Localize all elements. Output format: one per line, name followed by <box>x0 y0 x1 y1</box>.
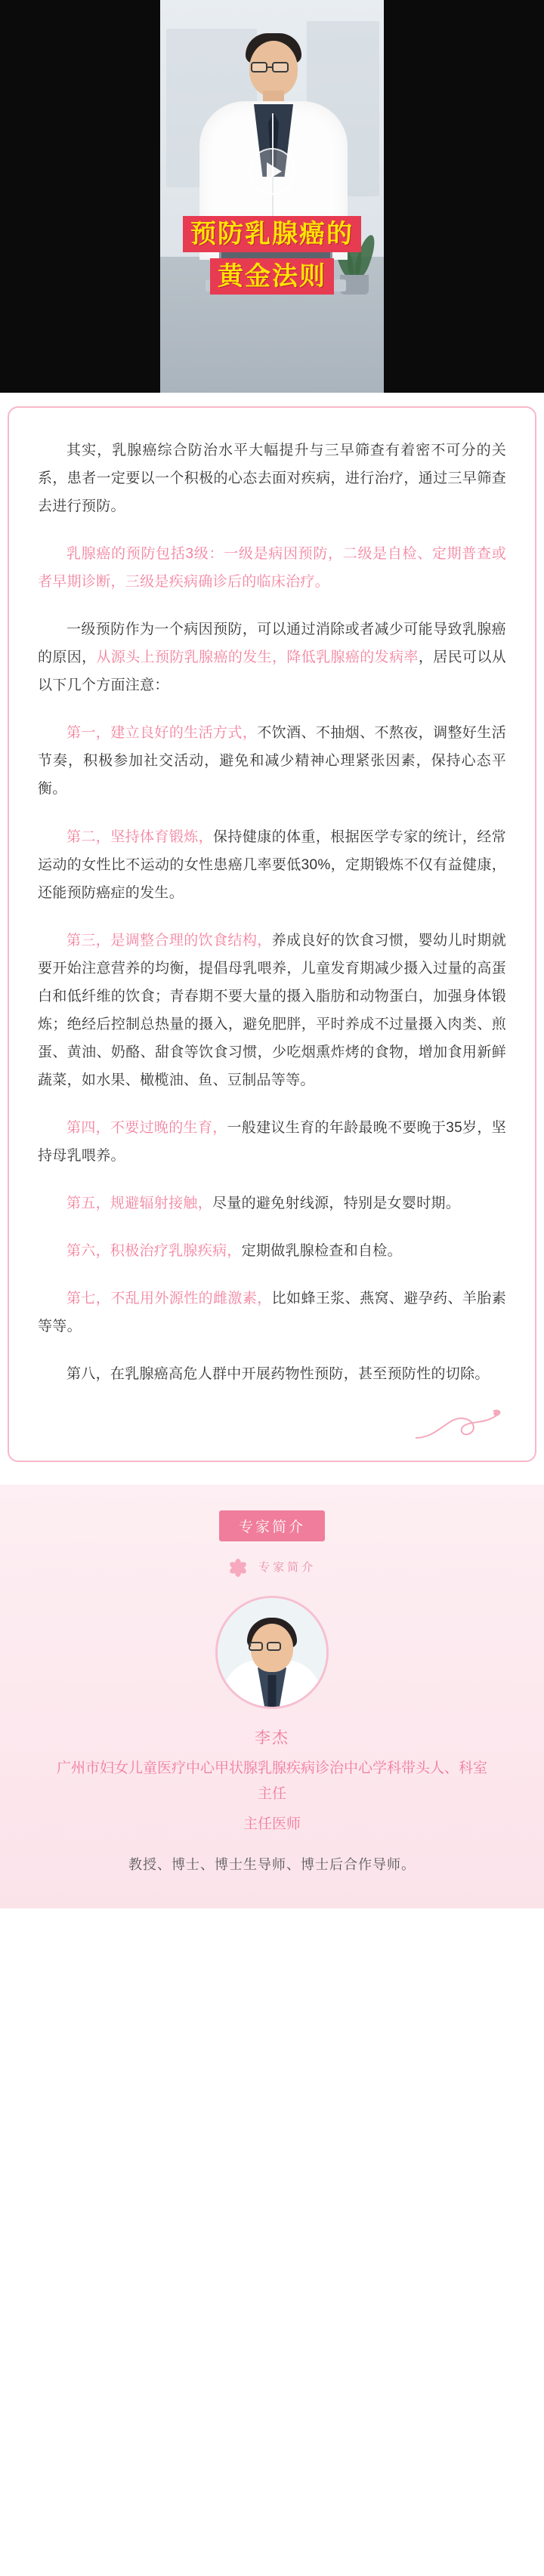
body-text: 养成良好的饮食习惯，婴幼儿时期就要开始注意营养的均衡，提倡母乳喂养，儿童发育期减少摄入过量的高蛋白和低纤维的饮食；青春期不要大量的摄入脂肪和动物蛋白，加强身体锻炼；绝经后控制总热量的摄入，避免肥胖，平时养成不过量摄入肉类、煎蛋、黄油、奶酪、甜食等饮食习惯，少吃烟熏炸烤的食物，增加食用新鲜蔬菜，如水果、橄榄油、鱼、豆制品等等。 <box>38 932 507 1088</box>
highlighted-text: 第六，积极治疗乳腺疾病， <box>66 1243 242 1260</box>
body-text: 定期做乳腺检查和自检。 <box>241 1243 402 1260</box>
glasses-bridge <box>267 66 274 68</box>
article-paragraph <box>38 1189 506 1217</box>
highlighted-text: 第三，是调整合理的饮食结构， <box>66 932 272 949</box>
ribbon-decoration <box>414 1408 505 1442</box>
article-paragraph <box>38 927 506 1094</box>
article-paragraph <box>38 823 506 907</box>
article-paragraph <box>38 719 506 803</box>
article-body <box>8 406 536 1462</box>
play-icon[interactable] <box>249 148 295 195</box>
highlighted-text: 第五，规避辐射接触， <box>66 1195 213 1212</box>
expert-profile-section <box>0 1485 544 1908</box>
highlighted-text: 第四，不要过晚的生育， <box>66 1119 227 1136</box>
glasses-right-icon <box>272 62 289 72</box>
body-text: 第八，在乳腺癌高危人群中开展药物性预防，甚至预防性的切除。 <box>66 1366 490 1383</box>
expert-description: 教授、博士、博士生导师、博士后合作导师。 <box>128 1856 416 1872</box>
body-text: 比如蜂王浆、燕窝、避孕药、羊胎素等等。 <box>38 1291 507 1335</box>
avatar-glasses-right-icon <box>267 1642 281 1651</box>
highlighted-text: 第一，建立良好的生活方式， <box>66 725 258 742</box>
article-paragraph <box>38 1114 506 1170</box>
expert-subtitle-text: 专家简介 <box>258 1561 317 1575</box>
body-text: 一级预防作为一个病因预防，可以通过消除或者减少可能导致乳腺癌的原因， <box>38 622 506 666</box>
highlighted-text: 从源头上预防乳腺癌的发生，降低乳腺癌的发病率 <box>96 649 419 666</box>
body-text: ，居民可以从以下几个方面注意： <box>38 649 506 694</box>
article-paragraph <box>38 540 506 596</box>
video-title-line2: 黄金法则 <box>210 258 334 295</box>
paragraph-list <box>38 437 506 1388</box>
highlighted-text: 乳腺癌的预防包括3级：一级是病因预防，二级是自检、定期普查或者早期诊断，三级是疾病确诊后的临床治疗。 <box>38 546 506 591</box>
video-player[interactable] <box>0 0 544 393</box>
article-paragraph <box>38 1237 506 1265</box>
body-text: 尽量的避免射线源，特别是女婴时期。 <box>212 1195 461 1212</box>
body-text: 一般建议生育的年龄最晚不要晚于35岁，坚持母乳喂养。 <box>38 1119 506 1164</box>
video-thumbnail <box>160 0 384 393</box>
highlighted-text: 第二，坚持体育锻炼， <box>66 828 214 845</box>
body-text: 其实，乳腺癌综合防治水平大幅提升与三早筛查有着密不可分的关系，患者一定要以一个积极的心态去面对疾病，进行治疗，通过三早筛查去进行预防。 <box>38 443 506 515</box>
expert-name: 李杰 <box>255 1729 289 1748</box>
expert-role: 广州市妇女儿童医疗中心甲状腺乳腺疾病诊治中心学科带头人、科室主任 <box>56 1760 487 1802</box>
article-paragraph <box>38 1360 506 1388</box>
article-paragraph <box>38 437 506 520</box>
avatar-glasses-left-icon <box>249 1642 263 1651</box>
glasses-left-icon <box>251 62 267 72</box>
highlighted-text: 第七，不乱用外源性的雌激素， <box>66 1291 272 1307</box>
expert-section-tag: 专家简介 <box>219 1510 325 1541</box>
body-text: 不饮酒、不抽烟、不熬夜，调整好生活节奏，积极参加社交活动，避免和减少精神心理紧张因素，保持心态平衡。 <box>38 725 506 797</box>
avatar <box>215 1596 329 1709</box>
article-paragraph <box>38 615 506 699</box>
expert-title: 主任医师 <box>243 1816 301 1832</box>
body-text: 保持健康的体重，根据医学专家的统计，经常运动的女性比不运动的女性患癌几率要低30%，定期锻炼不仅有益健康，还能预防癌症的发生。 <box>38 828 506 901</box>
expert-subtitle <box>0 1558 544 1578</box>
video-title-line1: 预防乳腺癌的 <box>183 216 361 252</box>
flower-icon <box>228 1558 248 1578</box>
video-title-overlay <box>0 216 544 295</box>
article-paragraph <box>38 1285 506 1340</box>
